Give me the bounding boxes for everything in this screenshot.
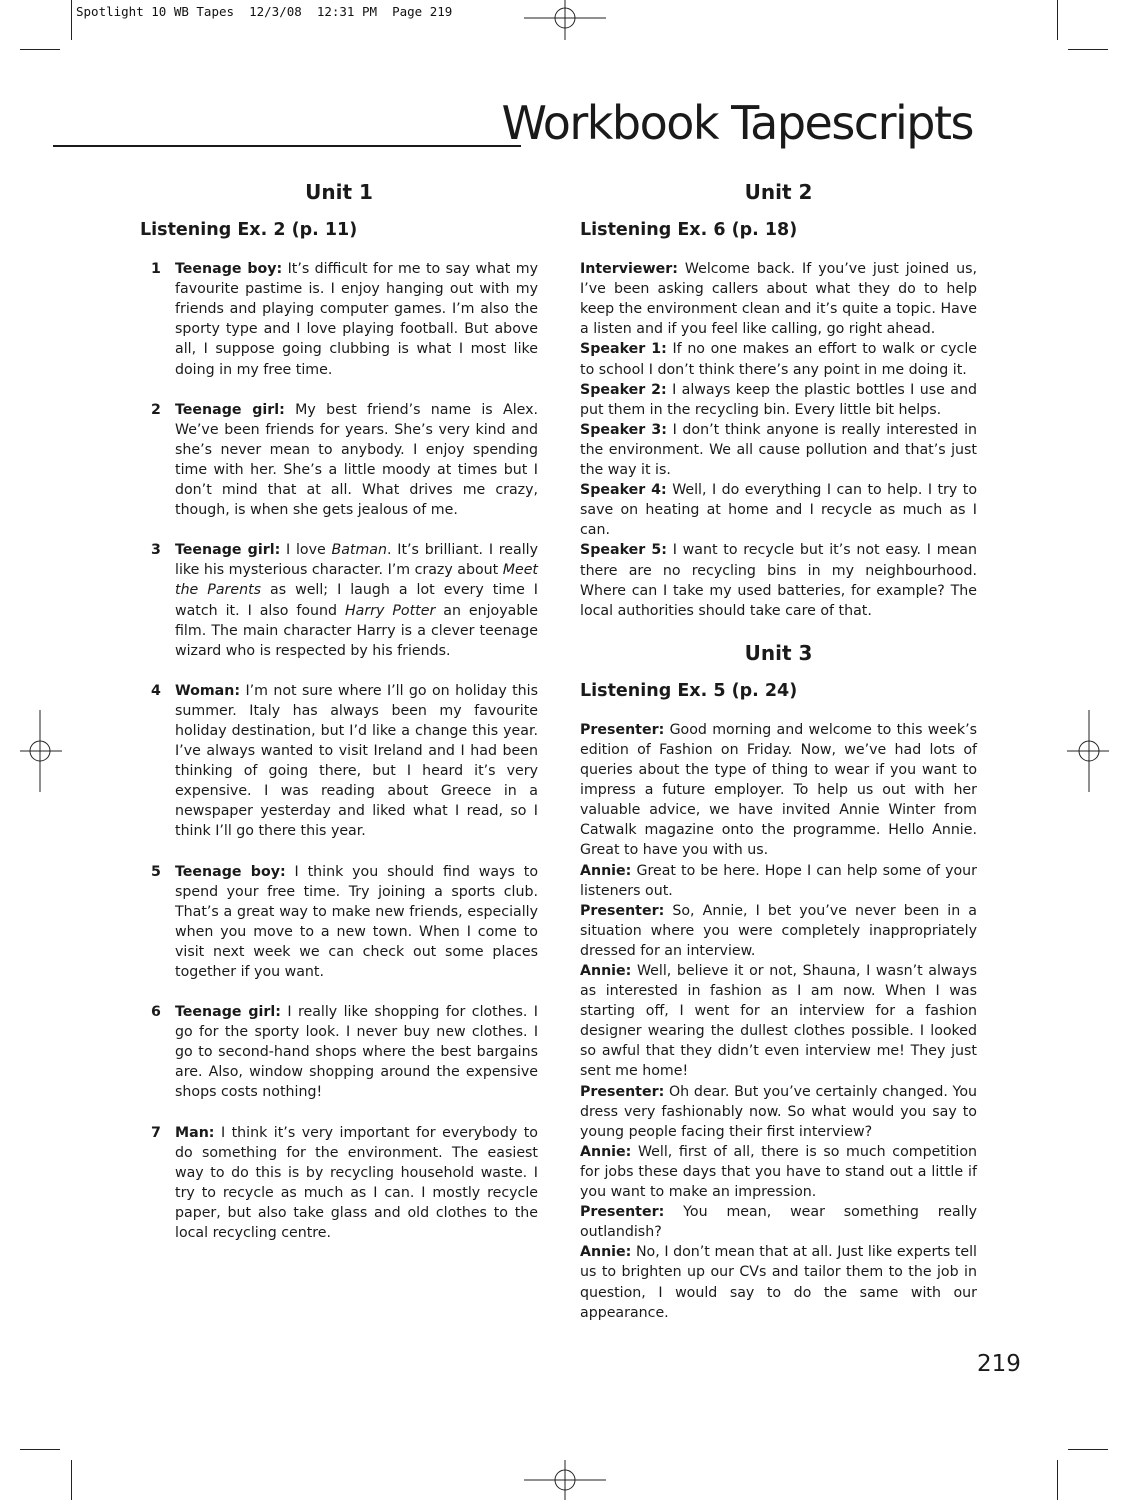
dialogue-turn	[580, 259, 977, 339]
speaker-label: Teenage girl:	[175, 401, 285, 418]
turn-text: Well, believe it or not, Shauna, I wasn’t always as interested in fashion as I am now. When I was starting off, I went for an interview for a fashion designer wearing the dullest clothes possible. I looked so awful that they didn’t even interview me! They just sent me home!	[580, 963, 977, 1080]
dialogue-turn	[580, 1242, 977, 1322]
turn-text: Great to be here. Hope I can help some of your listeners out.	[580, 862, 977, 899]
dialogue-turn	[580, 380, 977, 420]
turn-text: Well, I do everything I can to help. I try to save on heating at home and I recycle as much as I can.	[580, 482, 977, 539]
item-text: I really like shopping for clothes. I go for the sporty look. I never buy new clothes. I go to second-hand shops where the best bargains are. Also, window shopping around the expensive shops costs nothing!	[175, 1004, 538, 1101]
right-column	[580, 176, 977, 1323]
turn-text: Well, first of all, there is so much competition for jobs these days that you have to stand out a little if you want to make an impression.	[580, 1143, 977, 1201]
item-number: 7	[151, 1124, 161, 1141]
page-title: Workbook Tapescripts	[501, 96, 973, 150]
registration-mark-icon	[1067, 710, 1109, 792]
speaker-label: Man:	[175, 1124, 215, 1141]
dialogue-turn	[580, 1142, 977, 1202]
transcript-item	[140, 259, 538, 380]
item-text: I think you should find ways to spend your free time. Try joining a sports club. That’s a great way to make new friends, especially when you move to a new town. When I come to visit next week we can check out some places together if you want.	[175, 863, 538, 980]
dialogue-turn	[580, 901, 977, 961]
page-number: 219	[977, 1351, 1021, 1377]
speaker-label: Annie:	[580, 1143, 632, 1160]
speaker-label: Presenter:	[580, 1083, 665, 1100]
crop-mark	[71, 1460, 72, 1500]
transcript-item	[140, 862, 538, 983]
item-number: 4	[151, 682, 161, 699]
item-text: an enjoyable film. The main character Harry is a clever teenage wizard who is respected by his friends.	[175, 602, 538, 659]
title-rule	[53, 145, 521, 147]
turn-text: No, I don’t mean that at all. Just like experts tell us to brighten up our CVs and tailor them to the job in question, I would say to do the same with our appearance.	[580, 1244, 977, 1321]
unit-1-heading: Unit 1	[305, 180, 373, 204]
speaker-label: Presenter:	[580, 1204, 665, 1221]
item-text: as well; I laugh a lot every time I watch it. I also found	[175, 582, 538, 619]
speaker-label: Speaker 3:	[580, 421, 667, 438]
dialogue-turn	[580, 480, 977, 540]
turn-text: If no one makes an effort to walk or cycle to school I don’t think there’s any point in me doing it.	[580, 341, 977, 378]
film-title: Harry Potter	[344, 602, 436, 619]
dialogue-turn	[580, 540, 977, 620]
speaker-label: Presenter:	[580, 902, 665, 919]
turn-text: So, Annie, I bet you’ve never been in a situation where you were completely inappropriately dressed for an interview.	[580, 902, 978, 959]
item-number: 1	[151, 261, 161, 278]
item-number: 2	[151, 401, 161, 418]
speaker-label: Annie:	[580, 963, 632, 979]
speaker-label: Teenage boy:	[175, 261, 283, 278]
dialogue-turn	[580, 861, 977, 901]
crop-mark	[1068, 1449, 1108, 1450]
speaker-label: Woman:	[175, 682, 241, 699]
printer-slug: Spotlight 10 WB Tapes 12/3/08 12:31 PM Page 219	[76, 4, 453, 19]
turn-text: I don’t think anyone is really interested in the environment. We all cause pollution and that’s just the way it is.	[580, 421, 977, 479]
speaker-label: Annie:	[580, 1244, 632, 1261]
speaker-label: Speaker 4:	[580, 482, 667, 499]
speaker-label: Teenage boy:	[175, 863, 286, 880]
item-text: I’m not sure where I’ll go on holiday this summer. Italy has always been my favourite holiday destination, but I’d like a change this year. I’ve always wanted to visit Ireland and I had been thinking of going there, but I heard it’s very expensive. I was reading about Greece in a newspaper yesterday and liked what I read, so I think I’ll go there this year.	[175, 682, 539, 840]
item-text: . It’s brilliant. I really like his mysterious character. I’m crazy about	[175, 542, 539, 579]
registration-mark-icon	[524, 0, 606, 40]
speaker-label: Speaker 5:	[580, 542, 667, 559]
crop-mark	[20, 1449, 60, 1450]
transcript-item	[140, 1002, 538, 1102]
transcript-item	[140, 400, 538, 521]
item-text: It’s difficult for me to say what my favourite pastime is. I enjoy hanging out with my friends and playing computer games. I’m also the sporty type and I love playing football. But above all, I suppose going clubbing is what I most like doing in my free time.	[175, 261, 538, 378]
unit-2-exercise-heading: Listening Ex. 6 (p. 18)	[580, 220, 798, 240]
turn-text: Welcome back. If you’ve just joined us, I’ve been asking callers about what they do to help keep the environment clean and it’s quite a topic. Have a listen and if you feel like calling, go right ahead.	[580, 261, 977, 338]
speaker-label: Teenage girl:	[175, 542, 281, 559]
unit-3-heading: Unit 3	[744, 640, 813, 665]
film-title: Meet the Parents	[175, 562, 538, 599]
speaker-label: Speaker 1:	[580, 341, 667, 358]
dialogue-turn	[580, 339, 977, 379]
speaker-label: Annie:	[580, 862, 632, 879]
turn-text: Oh dear. But you’ve certainly changed. You dress very fashionably now. So what would you say to young people facing their first interview?	[580, 1083, 978, 1140]
film-title: Batman	[331, 542, 387, 559]
dialogue-turn	[580, 961, 977, 1082]
item-number: 3	[151, 542, 161, 559]
speaker-label: Speaker 2:	[580, 381, 667, 398]
unit-2-heading: Unit 2	[744, 180, 813, 204]
registration-mark-icon	[524, 1460, 606, 1500]
turn-text: I want to recycle but it’s not easy. I mean there are no recycling bins in my neighbourhood. Where can I take my used batteries, for example? The local authorities should take care of that.	[580, 542, 977, 619]
unit-1-exercise-heading: Listening Ex. 2 (p. 11)	[140, 220, 358, 240]
registration-mark-icon	[20, 710, 62, 792]
crop-mark	[20, 49, 60, 50]
speaker-label: Teenage girl:	[175, 1004, 281, 1021]
transcript-item	[140, 681, 538, 842]
crop-mark	[1057, 0, 1058, 40]
turn-text: I always keep the plastic bottles I use and put them in the recycling bin. Every little bit helps.	[580, 381, 977, 418]
transcript-item	[140, 1123, 538, 1244]
crop-mark	[71, 0, 72, 40]
item-text: I think it’s very important for everybody to do something for the environment. The easiest way to do this is by recycling household waste. I try to recycle as much as I can. I mostly recycle paper, but also take glass and old clothes to the local recycling centre.	[175, 1124, 538, 1242]
turn-text: You mean, wear something really outlandish?	[580, 1204, 977, 1241]
speaker-label: Presenter:	[580, 721, 665, 738]
item-text: My best friend’s name is Alex. We’ve been friends for years. She’s very kind and she’s never mean to anybody. I enjoy spending time with her. She’s a little moody at times but I don’t mind that at all. What drives me crazy, though, is when she gets jealous of me.	[175, 401, 539, 519]
left-column	[140, 176, 538, 1263]
crop-mark	[1057, 1460, 1058, 1500]
item-text: I love	[286, 542, 332, 559]
unit-3-exercise-heading: Listening Ex. 5 (p. 24)	[580, 680, 798, 701]
speaker-label: Interviewer:	[580, 261, 678, 278]
dialogue-turn	[580, 1202, 977, 1242]
transcript-item	[140, 540, 538, 661]
item-number: 6	[151, 1004, 161, 1021]
dialogue-turn	[580, 720, 977, 861]
turn-text: Good morning and welcome to this week’s edition of Fashion on Friday. Now, we’ve had lots of queries about the type of thing to wear if you want to impress a future employer. To help us out with her valuable advice, we have invited Annie Winter from Catwalk magazine onto the programme. Hello Annie. Great to have you with us.	[580, 721, 977, 859]
dialogue-turn	[580, 1082, 977, 1142]
dialogue-turn	[580, 420, 977, 480]
crop-mark	[1068, 49, 1108, 50]
item-number: 5	[151, 863, 161, 880]
